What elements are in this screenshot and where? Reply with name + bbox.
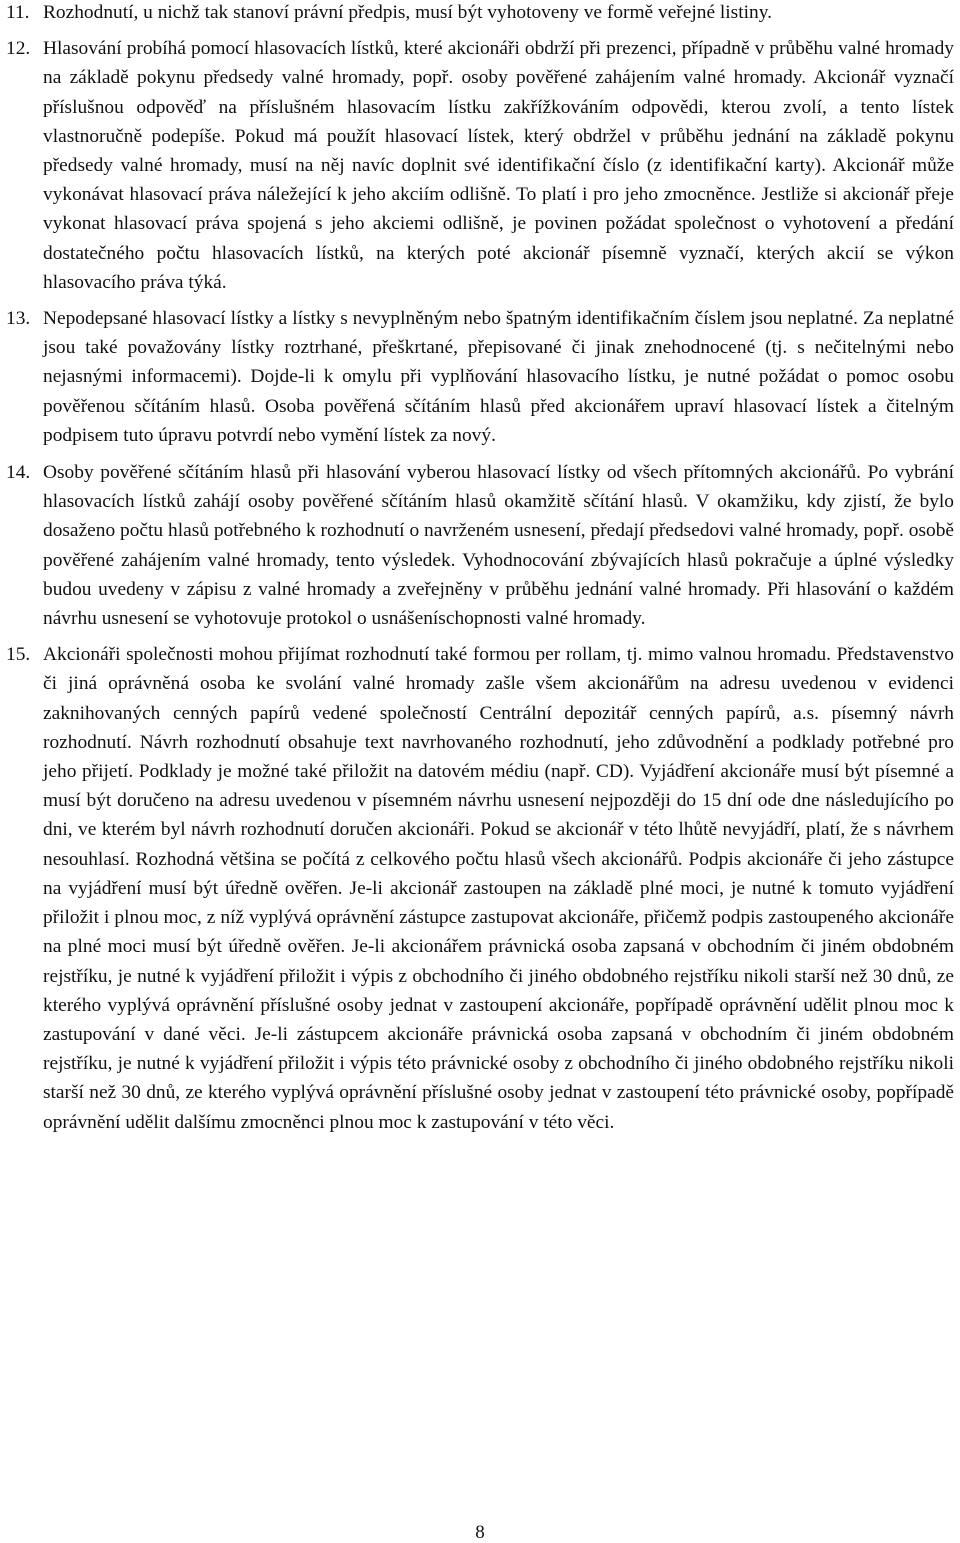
- paragraph-number: 15.: [6, 644, 31, 666]
- paragraph-text: Rozhodnutí, u nichž tak stanoví právní předpis, musí být vyhotoveny ve formě veřejné listiny.: [43, 2, 772, 23]
- numbered-paragraph-13: [6, 304, 954, 450]
- paragraph-text: Nepodepsané hlasovací lístky a lístky s nevyplněným nebo špatným identifikačním číslem jsou neplatné. Za neplatné jsou také považovány lístky roztrhané, přeškrtané, přepisované či jinak znehodnocené (tj. s nečitelnými nebo nejasnými informacemi). Dojde-li k omylu při vyplňování hlasovacího lístku, je nutné požádat o pomoc osobu pověřenou sčítáním hlasů. Osoba pověřená sčítáním hlasů před akcionářem upraví hlasovací lístek a čitelným podpisem tuto úpravu potvrdí nebo vymění lístek za nový.: [43, 308, 954, 446]
- paragraph-text: Akcionáři společnosti mohou přijímat rozhodnutí také formou per rollam, tj. mimo valnou hromadu. Představenstvo či jiná oprávněná osoba ke svolání valné hromady zašle všem akcionářům na adresu uvedenou v evidenci zaknihovaných cenných papírů vedené společností Centrální depozitář cenných papírů, a.s. písemný návrh rozhodnutí. Návrh rozhodnutí obsahuje text navrhovaného rozhodnutí, jeho zdůvodnění a podklady potřebné pro jeho přijetí. Podklady je možné také přiložit na datovém médiu (např. CD). Vyjádření akcionáře musí být písemné a musí být doručeno na adresu uvedenou v písemném návrhu usnesení nejpozději do 15 dní ode dne následujícího po dni, ve kterém byl návrh rozhodnutí doručen akcionáři. Pokud se akcionář v této lhůtě nevyjádří, platí, že s návrhem nesouhlasí. Rozhodná většina se počítá z celkového počtu hlasů všech akcionářů. Podpis akcionáře či jeho zástupce na vyjádření musí být úředně ověřen. Je-li akcionář zastoupen na základě plné moci, je nutné k tomuto vyjádření přiložit i plnou moc, z níž vyplývá oprávnění zástupce zastupovat akcionáře, přičemž podpis zastoupeného akcionáře na plné moci musí být úředně ověřen. Je-li akcionářem právnická osoba zapsaná v obchodním či jiném obdobném rejstříku, je nutné k vyjádření přiložit i výpis z obchodního či jiného obdobného rejstříku nikoli starší než 30 dnů, ze kterého vyplývá oprávnění příslušné osoby jednat v zastoupení akcionáře, popřípadě oprávnění udělit plnou moc k zastupování v dané věci. Je-li zástupcem akcionáře právnická osoba zapsaná v obchodním či jiném obdobném rejstříku, je nutné k vyjádření přiložit i výpis této právnické osoby z obchodního či jiného obdobného rejstříku nikoli starší než 30 dnů, ze kterého vyplývá oprávnění příslušné osoby jednat v zastoupení této právnické osoby, popřípadě oprávnění udělit dalšímu zmocněnci plnou moc k zastupování v této věci.: [43, 644, 954, 1133]
- paragraph-number: 11.: [6, 2, 30, 23]
- numbered-paragraph-14: [6, 458, 954, 633]
- paragraph-number: 13.: [6, 308, 31, 330]
- paragraph-number: 12.: [6, 38, 31, 60]
- numbered-paragraph-15: [6, 640, 954, 1136]
- page-number: 8: [475, 1522, 485, 1543]
- paragraph-text: Osoby pověřené sčítáním hlasů při hlasování vyberou hlasovací lístky od všech přítomných akcionářů. Po vybrání hlasovacích lístků zahájí osoby pověřené sčítáním hlasů okamžitě sčítání hlasů. V okamžiku, kdy zjistí, že bylo dosaženo počtu hlasů potřebného k rozhodnutí o navrženém usnesení, předají předsedovi valné hromady, popř. osobě pověřené zahájením valné hromady, tento výsledek. Vyhodnocování zbývajících hlasů pokračuje a úplné výsledky budou uvedeny v zápisu z valné hromady a zveřejněny v průběhu jednání valné hromady. Při hlasování o každém návrhu usnesení se vyhotovuje protokol o usnášeníschopnosti valné hromady.: [43, 462, 954, 630]
- numbered-paragraph-12: [6, 34, 954, 297]
- numbered-paragraph-11: [6, 0, 954, 27]
- paragraph-text: Hlasování probíhá pomocí hlasovacích lístků, které akcionáři obdrží při prezenci, případně v průběhu valné hromady na základě pokynu předsedy valné hromady, popř. osoby pověřené zahájením valné hromady. Akcionář vyznačí příslušnou odpověď na příslušném hlasovacím lístku zakřížkováním odpovědi, kterou zvolí, a tento lístek vlastnoručně podepíše. Pokud má použít hlasovací lístek, který obdržel v průběhu jednání na základě pokynu předsedy valné hromady, musí na něj navíc doplnit své identifikační číslo (z identifikační karty). Akcionář může vykonávat hlasovací práva náležející k jeho akciím odlišně. To platí i pro jeho zmocněnce. Jestliže si akcionář přeje vykonat hlasovací práva spojená s jeho akciemi odlišně, je povinen požádat společnost o vyhotovení a předání dostatečného počtu hlasovacích lístků, na kterých poté akcionář písemně vyznačí, kterých akcií se výkon hlasovacího práva týká.: [43, 38, 954, 293]
- paragraph-number: 14.: [6, 462, 31, 484]
